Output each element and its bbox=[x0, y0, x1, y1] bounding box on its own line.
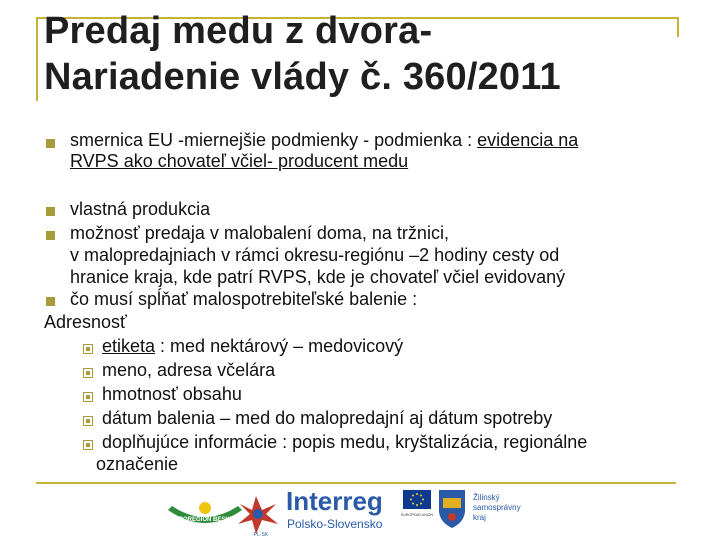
interreg-logo bbox=[286, 486, 383, 531]
frame-left-line bbox=[36, 17, 38, 101]
sub-item-1-rest: : med nektárový – medovicový bbox=[155, 336, 404, 356]
bullet-1-text: smernica EU -miernejšie podmienky - podmienka : bbox=[70, 130, 478, 150]
sub-item-5-line-2: označenie bbox=[96, 454, 179, 474]
bullet-square-icon bbox=[46, 297, 55, 306]
bullet-1-line-1 bbox=[70, 130, 578, 151]
footer-logos bbox=[0, 484, 720, 540]
sub-bullet-icon bbox=[83, 368, 93, 378]
interreg-sub-text: Polsko-Slovensko bbox=[287, 517, 383, 531]
zilinsky-text: Žilinský bbox=[473, 493, 500, 502]
euroregion-logo bbox=[168, 502, 242, 523]
sub-item-4: dátum balenia – med do malopredajní aj dátum spotreby bbox=[102, 408, 553, 428]
euroregion-text: EUROREGION BESKIDY bbox=[170, 517, 240, 523]
adresnost-heading: Adresnosť bbox=[44, 312, 127, 332]
bullet-1-underlined-2: RVPS ako chovateľ včiel- producent medu bbox=[70, 151, 409, 171]
sub-item-2: meno, adresa včelára bbox=[102, 360, 276, 380]
plsk-logo bbox=[238, 496, 278, 538]
bullet-2-text: vlastná produkcia bbox=[70, 199, 211, 219]
interreg-text: Interreg bbox=[286, 486, 383, 516]
sub-bullet-icon bbox=[83, 416, 93, 426]
bullet-square-icon bbox=[46, 231, 55, 240]
page-title bbox=[44, 8, 561, 100]
bullet-square-icon bbox=[46, 207, 55, 216]
bullet-square-icon bbox=[46, 139, 55, 148]
title-line-2: Nariadenie vlády č. 360/2011 bbox=[44, 56, 561, 98]
title-line-1: Predaj medu z dvora- bbox=[44, 10, 433, 52]
plsk-text: PL-SK bbox=[253, 532, 269, 538]
sub-bullet-icon bbox=[83, 440, 93, 450]
bullet-3-line-2: v malopredajniach v rámci okresu-regiónu –2 hodiny cesty od bbox=[70, 245, 560, 265]
bullet-1-underlined-1: evidencia na bbox=[477, 130, 579, 150]
eu-text: EUROPEAN UNION bbox=[401, 513, 433, 517]
sub-bullet-icon bbox=[83, 392, 93, 402]
bullet-4-text: čo musí spĺňať malospotrebiteľské balenie : bbox=[70, 289, 418, 309]
sub-item-1 bbox=[102, 336, 403, 357]
zilinsky-kraj-emblem bbox=[439, 490, 521, 528]
bullet-3-line-3: hranice kraja, kde patrí RVPS, kde je chovateľ včiel evidovaný bbox=[70, 267, 566, 287]
sub-bullet-icon bbox=[83, 344, 93, 354]
eu-flag-icon bbox=[401, 490, 433, 517]
kraj-text: kraj bbox=[473, 513, 486, 522]
frame-right-tick bbox=[677, 17, 679, 37]
sub-item-3: hmotnosť obsahu bbox=[102, 384, 242, 404]
sub-item-5-line-1: doplňujúce informácie : popis medu, kryštalizácia, regionálne bbox=[102, 432, 588, 452]
samospravny-text: samosprávny bbox=[473, 503, 521, 512]
bullet-3-line-1: možnosť predaja v malobalení doma, na tržnici, bbox=[70, 223, 449, 243]
sub-item-1-strong: etiketa bbox=[102, 336, 156, 356]
